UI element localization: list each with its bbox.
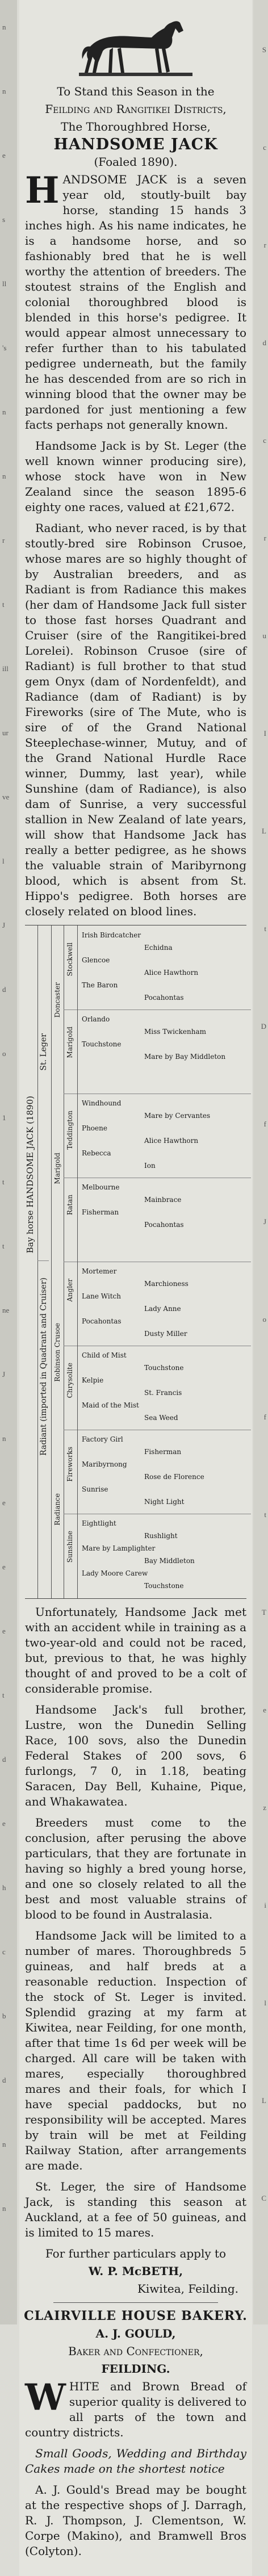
left-margin-fragment: n — [2, 23, 6, 31]
left-margin-strip — [0, 0, 17, 2324]
pedigree-g4-name: Lady Anne — [144, 1305, 181, 1313]
right-margin-fragment: J — [263, 1217, 266, 1226]
bakery-town: FEILDING. — [101, 2362, 170, 2376]
pedigree-g4-name: Irish Birdcatcher — [82, 931, 141, 939]
pedigree-g4-name: Marchioness — [144, 1280, 189, 1288]
pedigree-g4-name: Maid of the Mist — [82, 1401, 139, 1409]
pedigree-g3-0: Stockwell — [66, 943, 74, 977]
pedigree-g4-group-0 — [82, 929, 199, 1004]
ad-paragraph-4: Unfortunately, Handsome Jack met with an accident while in training as a two-year-old and could not be raced, but, previous to that, he was highly thought of and proved to be a colt of considerable promise. — [25, 1605, 246, 1695]
pedigree-g3-3: Ratan — [66, 1195, 74, 1216]
ad-paragraph-5: Handsome Jack's full brother, Lustre, won the Dunedin Selling Race, 100 sovs, also the Dunedin Federal Stakes of 200 sovs, 6 furlongs, 7 0, in 1.18, beating Saracen, Day Bell, Kuhaine, Pique, and Whakawatea. — [25, 1703, 246, 1808]
left-margin-fragment: e — [2, 151, 6, 160]
left-margin-fragment: n — [2, 472, 6, 480]
pedigree-g4-name: Orlando — [82, 1015, 110, 1023]
right-margin-strip — [253, 0, 268, 2324]
left-margin-fragment: n — [2, 2140, 6, 2148]
left-margin-fragment: l — [2, 857, 5, 865]
pedigree-dam: Radiant (imported in Quadrant and Cruiser) — [39, 1277, 48, 1456]
ad-paragraph-2: Handsome Jack is by St. Leger (the well known winner producing sire), whose stock have won in New Zealand since the season 1895-6 eighty one races, valued at £21,672. — [25, 439, 246, 514]
left-margin-fragment: n — [2, 2204, 6, 2213]
section-divider — [53, 2302, 218, 2303]
left-margin-fragment: ne — [2, 1306, 10, 1314]
ad-intro-line-2: Feilding and Rangitikei Districts, — [45, 102, 227, 116]
pedigree-g4-name: Phoene — [82, 1124, 107, 1132]
right-margin-fragment: f — [263, 1120, 266, 1128]
left-margin-fragment: o — [2, 1049, 6, 1058]
pedigree-g3-6: Fireworks — [66, 1447, 74, 1482]
pedigree-g4-group-5 — [82, 1349, 184, 1424]
right-margin-fragment: t — [264, 1510, 266, 1519]
pedigree-g4-name: Sunrise — [82, 1485, 108, 1493]
right-margin-fragment: e — [263, 1706, 266, 1714]
pedigree-g4-group-7 — [82, 1517, 195, 1592]
left-margin-fragment: t — [2, 600, 5, 609]
left-margin-fragment: t — [2, 1242, 5, 1250]
bakery-paragraph-2: Small Goods, Wedding and Birthday Cakes made on the shortest notice — [25, 2447, 246, 2476]
right-margin-fragment: L — [262, 2096, 266, 2105]
right-margin-fragment: r — [263, 241, 266, 249]
right-margin-fragment: o — [262, 1315, 266, 1323]
pedigree-g4-name: Echidna — [144, 944, 173, 952]
pedigree-sire-dam: Marigold — [53, 1153, 61, 1184]
pedigree-g4-name: Dusty Miller — [144, 1330, 187, 1338]
pedigree-g4-name: Bay Middleton — [144, 1557, 195, 1565]
pedigree-g4-name: Eightlight — [82, 1519, 116, 1527]
left-margin-fragment: n — [2, 408, 6, 416]
pedigree-g4-name: Factory Girl — [82, 1435, 123, 1443]
pedigree-g4-group-1 — [82, 1013, 226, 1063]
bakery-paragraph-1 — [25, 2376, 246, 2440]
ad-paragraph-8: St. Leger, the sire of Handsome Jack, is standing this season at Auckland, at a fee of 50 guineas, and is limited to 15 mares. — [25, 2180, 246, 2239]
pedigree-g4-group-4 — [82, 1265, 189, 1340]
ad-paragraph-6: Breeders must come to the conclusion, after perusing the above particulars, that they are fortunate in having so highly a bred young horse, and one so closely related to all the best and most valuable strains of blood to be found in Australasia. — [25, 1816, 246, 1921]
pedigree-g4-name: Touchstone — [144, 1582, 184, 1590]
left-margin-fragment: t — [2, 1178, 5, 1186]
pedigree-g4-name: Maribyrnong — [82, 1460, 127, 1468]
pedigree-g4-name: Kelpie — [82, 1376, 104, 1384]
ad-intro-line-1: To Stand this Season in the — [57, 85, 215, 98]
left-margin-fragment: ve — [2, 793, 10, 801]
pedigree-g4-name: Alice Hawthorn — [144, 969, 199, 977]
pedigree-g4-name: Pocahontas — [144, 994, 184, 1002]
pedigree-g4-name: Rose de Florence — [144, 1473, 204, 1481]
right-margin-fragment: u — [262, 631, 266, 640]
left-margin-fragment: r — [2, 536, 5, 544]
pedigree-g3-1: Marigold — [66, 1027, 74, 1058]
contact-intro: For further particulars apply to — [45, 2247, 227, 2260]
pedigree-g3-7: Sunshine — [66, 1531, 74, 1563]
left-margin-fragment: e — [2, 1498, 6, 1507]
left-margin-fragment: n — [2, 87, 6, 95]
contact-name: W. P. McBETH, — [88, 2264, 183, 2278]
left-margin-fragment: h — [2, 1883, 6, 1892]
right-margin-fragment: L — [262, 827, 266, 835]
pedigree-g3-5: Chrysolite — [66, 1363, 74, 1398]
pedigree-g3-2: Teddington — [66, 1111, 74, 1150]
pedigree-g4-name: The Baron — [82, 981, 118, 989]
pedigree-g4-name: Sea Weed — [144, 1414, 178, 1422]
pedigree-g4-name: Pocahontas — [82, 1317, 122, 1325]
pedigree-g4-name: Mortemer — [82, 1267, 117, 1275]
foaled-line: (Foaled 1890). — [94, 155, 178, 169]
bakery-paragraph-1-text: HITE and Brown Bread of superior quality is delivered to all parts of the town and country districts. — [25, 2380, 246, 2439]
ad-paragraph-1 — [25, 169, 246, 433]
right-margin-fragment: z — [263, 1803, 266, 1812]
pedigree-dam-sire: Robinson Crusoe — [53, 1323, 61, 1382]
left-margin-fragment: s — [2, 215, 6, 224]
left-margin-fragment: t — [2, 1691, 5, 1699]
right-margin-fragment: i — [264, 1901, 266, 1909]
right-margin-fragment: C — [261, 2194, 266, 2202]
left-margin-fragment: n — [2, 1434, 6, 1443]
left-margin-fragment: 's — [2, 344, 7, 352]
pedigree-g4-name: Melbourne — [82, 1183, 120, 1191]
right-margin-fragment: c — [263, 436, 266, 445]
left-margin-fragment: d — [2, 2076, 6, 2084]
pedigree-sire-sire: Doncaster — [53, 982, 61, 1018]
left-margin-fragment: d — [2, 985, 6, 994]
pedigree-g4-group-2 — [82, 1097, 211, 1172]
left-margin-fragment: e — [2, 1819, 6, 1828]
pedigree-g4-name: Miss Twickenham — [144, 1028, 207, 1036]
left-margin-fragment: J — [2, 921, 6, 929]
pedigree-g4-name: Mainbrace — [144, 1196, 182, 1204]
horse-woodcut-icon — [79, 11, 192, 79]
bakery-title: CLAIRVILLE HOUSE BAKERY. — [24, 2309, 248, 2323]
pedigree-g4-name: Child of Mist — [82, 1351, 127, 1359]
right-margin-fragment: f — [263, 1413, 266, 1421]
right-margin-fragment: l — [264, 1999, 266, 2007]
pedigree-g4-name: Windhound — [82, 1099, 122, 1107]
right-margin-fragment: D — [261, 1022, 266, 1031]
pedigree-g4-name: Rebecca — [82, 1149, 111, 1157]
left-margin-fragment: e — [2, 1627, 6, 1635]
ad-paragraph-3: Radiant, who never raced, is by that stoutly-bred sire Robinson Crusoe, whose mares are so highly thought of by Australian breeders, and as Radiant is from Radiance this makes (her dam of Handsome Jack full sister to those fast horses Quadrant and Cruiser (sire of the Rangitikei-bred Lorelei). Robinson Crusoe (sire of Radiant) is full brother to that stud gem Onyx (dam of Nordenfeldt), and Radiance (dam of Radiant) is by Fireworks (sire of The Mute, who is sire of of the Grand National Steeplechase-winner, Mutuy, and of the Grand National Hurdle Race winner, Dummy, last year), while Sunshine (dam of Radiance), is also dam of Sunrise, a very successful stallion in New Zealand of late years, will show that Handsome Jack has really a better pedigree, as he shows the valuable strain of Maribyrnong blood, which is absent from St. Hippo's pedigree. Both horses are closely related on blood lines. — [25, 521, 246, 918]
horse-name-headline: HANDSOME JACK — [53, 136, 218, 153]
bakery-proprietor: A. J. GOULD, — [95, 2327, 176, 2340]
pedigree-g4-name: Lady Moore Carew — [82, 1569, 148, 1577]
right-margin-fragment: d — [262, 338, 266, 347]
pedigree-g4-name: Rushlight — [144, 1532, 178, 1540]
pedigree-g4-group-6 — [82, 1433, 204, 1508]
contact-place: Kiwitea, Feilding. — [137, 2282, 238, 2296]
left-margin-fragment: ill — [2, 664, 9, 673]
right-margin-fragment: T — [262, 1608, 266, 1616]
pedigree-g3-4: Angler — [66, 1279, 74, 1302]
left-margin-fragment: c — [2, 1947, 6, 1956]
pedigree-g4-group-3 — [82, 1181, 184, 1231]
pedigree-g4-name: Glencoe — [82, 956, 110, 964]
drop-cap-w: W — [25, 2376, 66, 2419]
left-margin-fragment: 1 — [2, 1113, 6, 1122]
pedigree-g4-name: Ion — [144, 1162, 156, 1170]
pedigree-g4-name: Pocahontas — [144, 1221, 184, 1229]
left-margin-fragment: J — [2, 1370, 6, 1379]
bakery-paragraph-3: A. J. Gould's Bread may be bought at the respective shops of J. Darragh, R. J. Thompson, J. Clementson, W. Corpe (Makino), and Bramwell Bros (Colyton). — [25, 2483, 246, 2558]
pedigree-g4-name: St. Francis — [144, 1389, 182, 1397]
left-margin-fragment: d — [2, 1755, 6, 1764]
left-margin-fragment: e — [2, 1563, 6, 1571]
pedigree-dam-dam: Radiance — [53, 1493, 61, 1526]
pedigree-g4-name: Mare by Bay Middleton — [144, 1053, 226, 1061]
pedigree-g4-name: Alice Hawthorn — [144, 1137, 199, 1145]
left-margin-fragment: ur — [2, 728, 9, 737]
right-margin-fragment: S — [262, 45, 266, 54]
newspaper-column — [19, 0, 252, 2576]
ad-intro-line-3: The Thoroughbred Horse, — [61, 120, 211, 133]
pedigree-sire: St. Leger — [39, 1033, 48, 1071]
pedigree-g4-name: Touchstone — [82, 1040, 122, 1048]
left-margin-fragment: ll — [2, 279, 7, 288]
ad-paragraph-1-text: ANDSOME JACK is a seven year old, stoutly-built bay horse, standing 15 hands 3 inches high. As his name indicates, he is a handsome horse, and so fashionably bred that he is well worthy the attention of breeders. The stoutest strains of the English and colonial thoroughbred blood is blended in this horse's pedigree. It would appear almost unnecessary to refer further than to his tabulated pedigree underneath, but the family he has descended from are so rich in winning blood that the owner may be pardoned for just mentioning a few facts perhaps not generally known. — [25, 173, 246, 432]
right-margin-fragment: t — [264, 924, 266, 933]
bakery-trade: Baker and Confectioner, — [68, 2344, 203, 2358]
pedigree-g4-name: Touchstone — [144, 1364, 184, 1372]
pedigree-g4-name: Night Light — [144, 1498, 185, 1506]
left-margin-fragment: b — [2, 2012, 6, 2020]
right-margin-fragment: I — [263, 729, 266, 738]
pedigree-g4-name: Lane Witch — [82, 1292, 121, 1300]
ad-paragraph-7: Handsome Jack will be limited to a number of mares. Thoroughbreds 5 guineas, and half breds at a reasonable reduction. Inspection of the stock of St. Leger is invited. Splendid grazing at my farm at Kiwitea, near Feilding, for one month, after that time 1s 6d per week will be charged. All care will be taken with mares, especially thoroughbred mares and their foals, for which I have special paddocks, but no responsibility will be accepted. Mares by train will be met at Feilding Railway Station, after arrangements are made. — [25, 1929, 246, 2172]
pedigree-g4-name: Mare by Lamplighter — [82, 1544, 156, 1552]
pedigree-table — [25, 925, 246, 1599]
pedigree-g4-name: Mare by Cervantes — [144, 1112, 211, 1120]
right-margin-fragment: c — [263, 143, 266, 152]
pedigree-horse-label: Bay horse HANDSOME JACK (1890) — [25, 1096, 35, 1254]
drop-cap-h: H — [25, 169, 60, 212]
pedigree-g4-name: Fisherman — [82, 1208, 119, 1216]
pedigree-g4-name: Fisherman — [144, 1448, 182, 1456]
right-margin-fragment: r — [263, 534, 266, 542]
